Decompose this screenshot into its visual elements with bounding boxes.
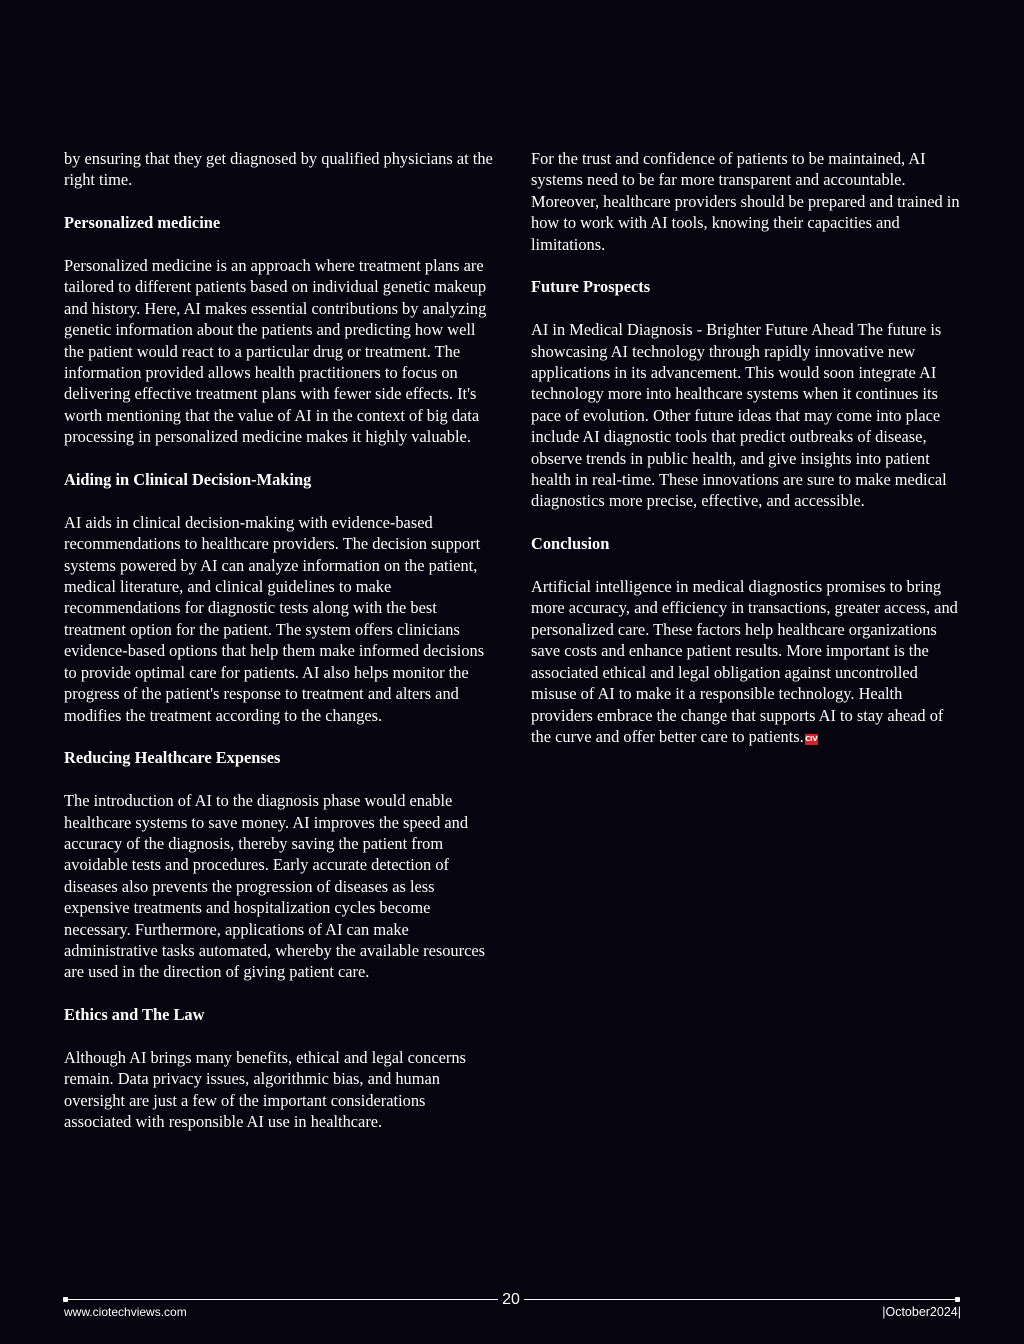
personalized-medicine-paragraph: Personalized medicine is an approach where treatment plans are tailored to different patients based on individual genetic makeup and history. Here, AI makes essential contributions by analyzing genetic information about the patients and predicting how well the patient would react to a particular drug or treatment. The information provided allows health practitioners to focus on delivering effective treatment plans with fewer side effects. It's worth mentioning that the value of AI in the context of big data processing in personalized medicine makes it highly valuable.	[64, 256, 487, 447]
clinical-decision-heading: Aiding in Clinical Decision-Making	[64, 470, 312, 490]
ethics-law-paragraph: Although AI brings many benefits, ethical and legal concerns remain. Data privacy issues, algorithmic bias, and human oversight are just a few of the important considerations associated with responsible AI use in healthcare.	[64, 1047, 466, 1132]
conclusion-heading: Conclusion	[531, 534, 610, 554]
footer-rule-left	[66, 1299, 498, 1300]
left-column	[64, 148, 494, 1154]
future-prospects-heading: Future Prospects	[531, 277, 651, 297]
future-prospects-paragraph: AI in Medical Diagnosis - Brighter Future Ahead The future is showcasing AI technology through rapidly innovative new applications in its advancement. This would soon integrate AI technology more into healthcare systems when it continues its pace of evolution. Other future ideas that may come into place include AI diagnostic tools that predict outbreaks of disease, observe trends in public health, and give insights into patient health in real-time. These innovations are sure to make medical diagnostics more precise, effective, and accessible.	[531, 320, 947, 511]
footer-rule-right-dot	[955, 1297, 960, 1302]
left-intro-paragraph: by ensuring that they get diagnosed by qualified physicians at the right time.	[64, 149, 493, 190]
end-of-article-logo: CIV	[805, 734, 818, 743]
footer-issue-date: |October2024|	[882, 1305, 961, 1319]
conclusion-text: Artificial intelligence in medical diagnostics promises to bring more accuracy, and efficiency in transactions, greater access, and personalized care. These factors help healthcare organizations save costs and enhance patient results. More important is the associated ethical and legal obligation against uncontrolled misuse of AI to make it a responsible technology. Health providers embrace the change that supports AI to stay ahead of the curve and offer better care to patients.	[531, 577, 958, 746]
page-number: 20	[502, 1291, 520, 1308]
personalized-medicine-heading: Personalized medicine	[64, 213, 221, 233]
conclusion-paragraph	[531, 576, 963, 747]
ethics-law-heading: Ethics and The Law	[64, 1005, 205, 1025]
url-domain: ciotechviews.com	[92, 1305, 187, 1319]
reducing-expenses-heading: Reducing Healthcare Expenses	[64, 748, 281, 768]
right-intro-paragraph: For the trust and confidence of patients to be maintained, AI systems need to be far more transparent and accountable. Moreover, healthcare providers should be prepared and trained in how to work with AI tools, knowing their capacities and limitations.	[531, 149, 960, 254]
footer-rule-right	[524, 1299, 958, 1300]
right-column	[531, 148, 963, 769]
reducing-expenses-paragraph: The introduction of AI to the diagnosis phase would enable healthcare systems to save money. AI improves the speed and accuracy of the diagnosis, thereby saving the patient from avoidable tests and procedures. Early accurate detection of diseases also prevents the progression of diseases as less expensive treatments and hospitalization cycles become necessary. Furthermore, applications of AI can make administrative tasks automated, whereby the available resources are used in the direction of giving patient care.	[64, 791, 485, 982]
url-prefix: www.	[64, 1305, 93, 1319]
clinical-decision-paragraph: AI aids in clinical decision-making with evidence-based recommendations to healthcare providers. The decision support systems powered by AI can analyze information on the patient, medical literature, and clinical guidelines to make recommendations for diagnostic tests along with the best treatment option for the patient. The system offers clinicians evidence-based options that help them make informed decisions to provide optimal care for patients. AI also helps monitor the progress of the patient's response to treatment and alters and modifies the treatment according to the changes.	[64, 512, 485, 725]
footer-website-url	[64, 1304, 187, 1320]
